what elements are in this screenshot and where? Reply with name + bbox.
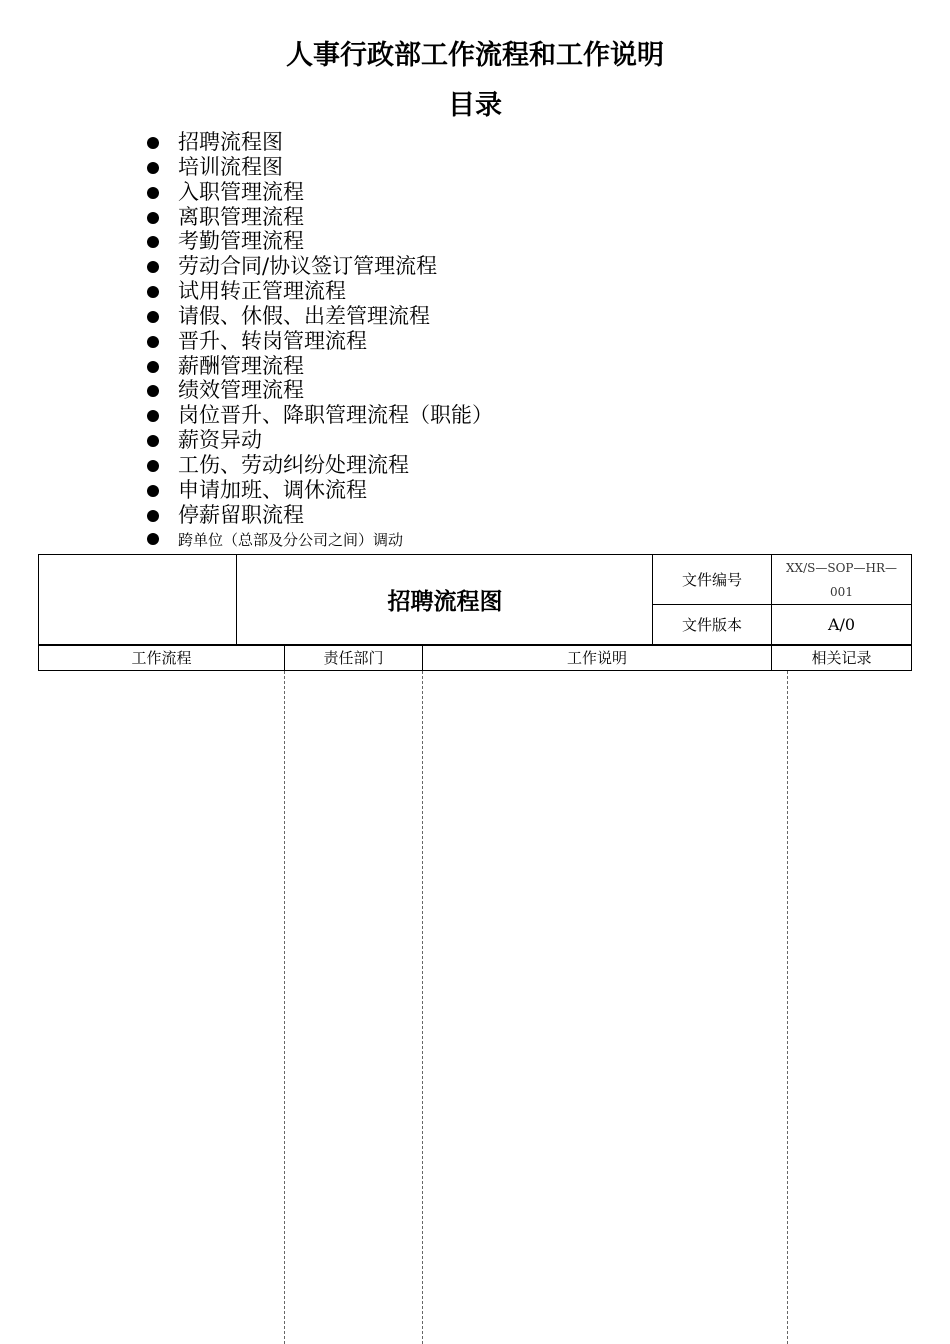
toc-item	[144, 453, 493, 478]
toc-item-label: 试用转正管理流程	[178, 279, 346, 304]
column-header-department: 责任部门	[323, 649, 384, 667]
toc-item	[144, 304, 493, 329]
toc-item	[144, 180, 493, 205]
toc-item	[144, 329, 493, 354]
document-title: 人事行政部工作流程和工作说明	[286, 40, 664, 71]
toc-item	[144, 354, 493, 379]
toc-item	[144, 428, 493, 453]
bullet-icon	[147, 236, 159, 248]
bullet-icon	[147, 460, 159, 472]
bullet-icon	[147, 410, 159, 422]
toc-item-label: 招聘流程图	[178, 130, 283, 154]
bullet-icon	[147, 137, 159, 149]
toc-item-label: 停薪留职流程	[178, 502, 304, 527]
toc-item-label: 请假、休假、出差管理流程	[178, 303, 430, 328]
doc-version-label: 文件版本	[681, 616, 742, 634]
column-guide-line	[787, 671, 788, 1344]
toc-item	[144, 229, 493, 254]
toc-item	[144, 205, 493, 230]
bullet-icon	[147, 261, 159, 273]
doc-number-value: XX/S—SOP—HR—001	[786, 560, 897, 599]
bullet-icon	[147, 510, 159, 522]
toc-item	[144, 155, 493, 180]
bullet-icon	[147, 212, 159, 224]
bullet-icon	[147, 485, 159, 497]
toc-item-label: 工伤、劳动纠纷处理流程	[178, 452, 409, 477]
toc-item-label: 入职管理流程	[178, 179, 304, 204]
toc-heading: 目录	[448, 90, 502, 121]
toc-item	[144, 528, 493, 553]
column-header-row	[38, 645, 912, 671]
toc-item-label: 考勤管理流程	[178, 229, 304, 254]
bullet-icon	[147, 361, 159, 373]
toc-item	[144, 503, 493, 528]
form-header-table	[38, 554, 912, 645]
toc-item-label: 劳动合同/协议签订管理流程	[178, 254, 438, 279]
column-guide-line	[422, 671, 423, 1344]
toc-item-label: 培训流程图	[178, 154, 283, 179]
bullet-icon	[147, 187, 159, 199]
column-header-workflow: 工作流程	[131, 649, 192, 667]
toc-item-label: 薪资异动	[178, 428, 262, 453]
doc-version-value: A/0	[827, 615, 856, 634]
toc-item	[144, 279, 493, 304]
bullet-icon	[147, 385, 159, 397]
toc-list	[144, 130, 493, 552]
bullet-icon	[147, 336, 159, 348]
bullet-icon	[147, 311, 159, 323]
toc-item-label: 绩效管理流程	[178, 378, 304, 403]
bullet-icon	[147, 286, 159, 298]
bullet-icon	[147, 533, 159, 545]
column-header-records: 相关记录	[811, 649, 872, 667]
doc-number-label: 文件编号	[681, 571, 742, 589]
toc-item	[144, 378, 493, 403]
flow-title: 招聘流程图	[387, 589, 503, 615]
bullet-icon	[147, 162, 159, 174]
toc-item-label: 离职管理流程	[178, 204, 304, 229]
toc-item-label: 跨单位（总部及分公司之间）调动	[178, 530, 404, 549]
toc-item-label: 申请加班、调休流程	[178, 477, 367, 502]
bullet-icon	[147, 435, 159, 447]
toc-item	[144, 130, 493, 155]
toc-item-label: 岗位晋升、降职管理流程（职能）	[178, 403, 493, 428]
toc-item-label: 薪酬管理流程	[178, 353, 304, 378]
toc-item	[144, 478, 493, 503]
column-header-description: 工作说明	[566, 649, 627, 667]
toc-item	[144, 254, 493, 279]
toc-item-label: 晋升、转岗管理流程	[178, 328, 367, 353]
toc-item	[144, 403, 493, 428]
column-guide-line	[284, 671, 285, 1344]
